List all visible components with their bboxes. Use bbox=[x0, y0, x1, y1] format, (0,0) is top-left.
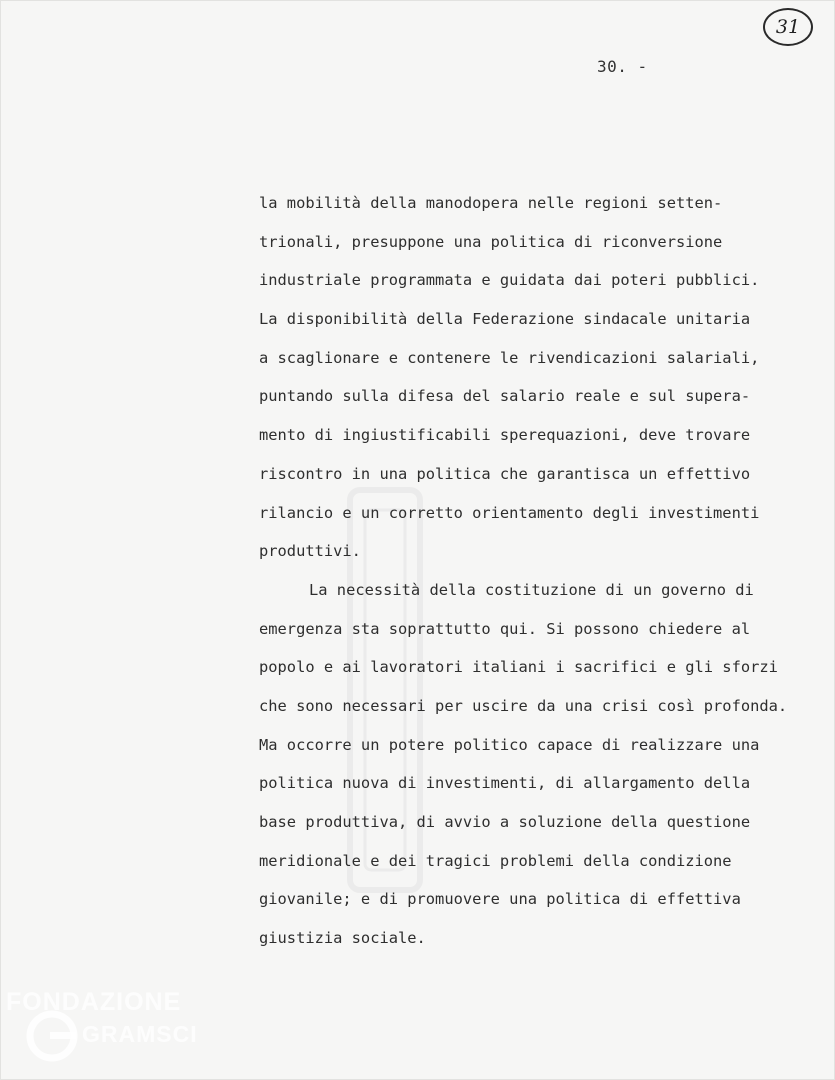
text-line: meridionale e dei tragici problemi della condizione bbox=[259, 851, 732, 870]
text-line: emergenza sta soprattutto qui. Si possono chiedere al bbox=[259, 619, 751, 638]
svg-text:GRAMSCI: GRAMSCI bbox=[82, 1021, 198, 1047]
text-line: trionali, presuppone una politica di riconversione bbox=[259, 232, 723, 251]
text-line: rilancio e un corretto orientamento degli investimenti bbox=[259, 503, 760, 522]
body-text bbox=[259, 189, 829, 963]
text-line: industriale programmata e guidata dai poteri pubblici. bbox=[259, 271, 760, 290]
text-line: base produttiva, di avvio a soluzione della questione bbox=[259, 813, 751, 831]
text-line: Ma occorre un potere politico capace di realizzare una bbox=[259, 735, 760, 754]
archive-number-circled: 31 bbox=[763, 8, 813, 46]
text-line: produttivi. bbox=[259, 542, 361, 561]
text-line: giovanile; e di promuovere una politica di effettiva bbox=[259, 890, 741, 909]
text-line: a scaglionare e contenere le rivendicazioni salariali, bbox=[259, 348, 760, 367]
svg-text:FONDAZIONE: FONDAZIONE bbox=[6, 988, 182, 1016]
fondazione-gramsci-logo bbox=[2, 984, 207, 1064]
text-line: puntando sulla difesa del salario reale e sul supera- bbox=[259, 387, 751, 406]
text-line: La necessità della costituzione di un governo di bbox=[309, 580, 754, 599]
text-line: politica nuova di investimenti, di allargamento della bbox=[259, 774, 751, 793]
text-line: riscontro in una politica che garantisca un effettivo bbox=[259, 464, 751, 483]
text-line: popolo e ai lavoratori italiani i sacrifici e gli sforzi bbox=[259, 658, 778, 677]
text-line: La disponibilità della Federazione sindacale unitaria bbox=[259, 310, 751, 329]
text-line: giustizia sociale. bbox=[259, 929, 426, 948]
text-line: la mobilità della manodopera nelle regioni setten- bbox=[259, 194, 723, 212]
text-line: che sono necessari per uscire da una crisi così profonda. bbox=[259, 696, 788, 715]
page-number: 30. - bbox=[597, 57, 648, 76]
text-line: mento di ingiustificabili sperequazioni, deve trovare bbox=[259, 426, 751, 445]
